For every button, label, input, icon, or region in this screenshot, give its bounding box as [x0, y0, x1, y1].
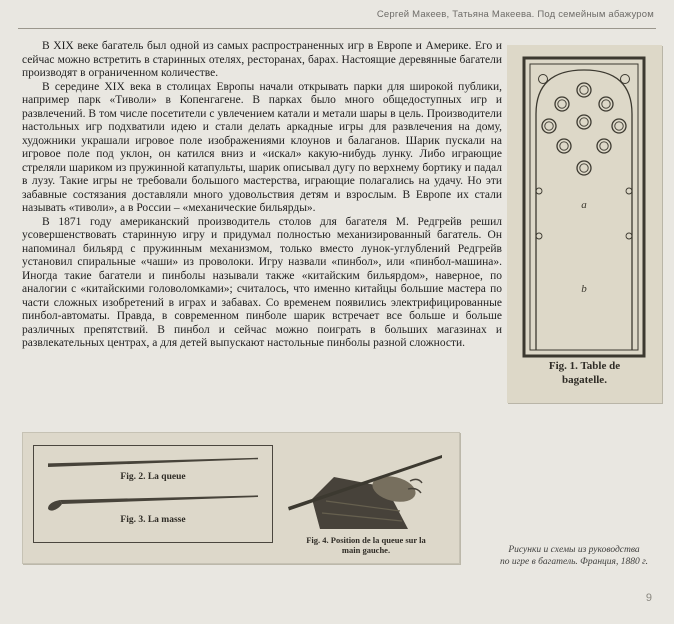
- masse-illustration: [44, 493, 262, 513]
- figure-queue-masse: [33, 445, 273, 543]
- hand-illustration: [282, 441, 450, 533]
- source-caption-line2: по игре в багатель. Франция, 1880 г.: [499, 556, 649, 567]
- table-label-b: b: [581, 283, 587, 295]
- fig1-caption: [507, 359, 662, 387]
- fig4-caption-line2: main gauche.: [341, 545, 391, 555]
- bagatelle-table-illustration: [522, 56, 646, 358]
- fig4-caption-line1: Fig. 4. Position de la queue sur la: [306, 535, 426, 545]
- paragraph-2: В середине XIX века в столицах Европы начали открывать парки для широкой публики, например парк «Тиволи» в Копенгагене. В парках было много общедоступных игр и развлечений. В том числе посетители с увлечением катали и метали шары в цель. Производители настольных игр подхватили идею и стали делать аркадные игры для развлечения на дому, художники украшали игровое поле изображениями клоунов и балаганов. Шарик пускали на игровое поле под уклон, он катился вниз и «искал» какую-нибудь лунку. Либо играющие стреляли шариком из пружинной катапульты, шарик описывал дугу по верхнему бортику и падал в лузу. Такие игры не требовали большого мастерства, играющие полагались на удачу. Но эти забавные состязания доставляли много удовольствия детям и взрослым. В Европе их стали называть «тиволи», а в России – «механические бильярды».: [22, 80, 502, 214]
- figure-hand-position: [278, 437, 454, 559]
- page-number: 9: [645, 592, 652, 604]
- figure-cue-illustrations: [22, 432, 460, 564]
- cue-illustration: [44, 456, 262, 470]
- header-rule: [18, 28, 656, 29]
- fig1-caption-line2: bagatelle.: [562, 374, 607, 386]
- fig3-caption: Fig. 3. La masse: [120, 515, 186, 525]
- figure-bagatelle-table: [507, 45, 662, 403]
- paragraph-3: В 1871 году американский производитель столов для багателя М. Редгрейв решил усовершенствовать старинную игру и придумал полностью механизированный багатель. Он напоминал бильярд с пружинным механизмом, только вместо лунок-углублений Редгрейв установил спиральные «чаши» из проволоки. Игру назвали «пинбол», или «пинбол-машина». Иногда такие багатели и пинболы называли также «китайским бильярдом», наверное, по аналогии с «китайскими головоломками»; считалось, что именно китайцы большие мастера по части сложных изобретений в играх и забавах. Со временем появились электрифицированные пинбол-автоматы. Правда, в современном пинболе шарик встречает все больше и больше различных препятствий. В пинбол и сейчас можно поиграть в больших магазинах и развлекательных центрах, а для детей выпускают настольные пинболы разной сложности.: [22, 215, 502, 349]
- fig2-caption: Fig. 2. La queue: [120, 472, 186, 482]
- fig4-caption: [278, 535, 454, 555]
- source-caption-line1: Рисунки и схемы из руководства: [508, 545, 640, 555]
- running-header: Сергей Макеев, Татьяна Макеева. Под семейным абажуром: [376, 9, 654, 20]
- fig1-caption-line1: Fig. 1. Table de: [548, 360, 621, 372]
- table-label-a: a: [581, 199, 587, 211]
- figure-source-caption: [484, 545, 664, 568]
- paragraph-1: В XIX веке багатель был одной из самых распространенных игр в Европе и Америке. Его и сейчас можно встретить в старинных отелях, ресторанах, барах. Настоящие деревянные багатели производят в ограниченном количестве.: [22, 40, 502, 79]
- article-text: [22, 40, 502, 351]
